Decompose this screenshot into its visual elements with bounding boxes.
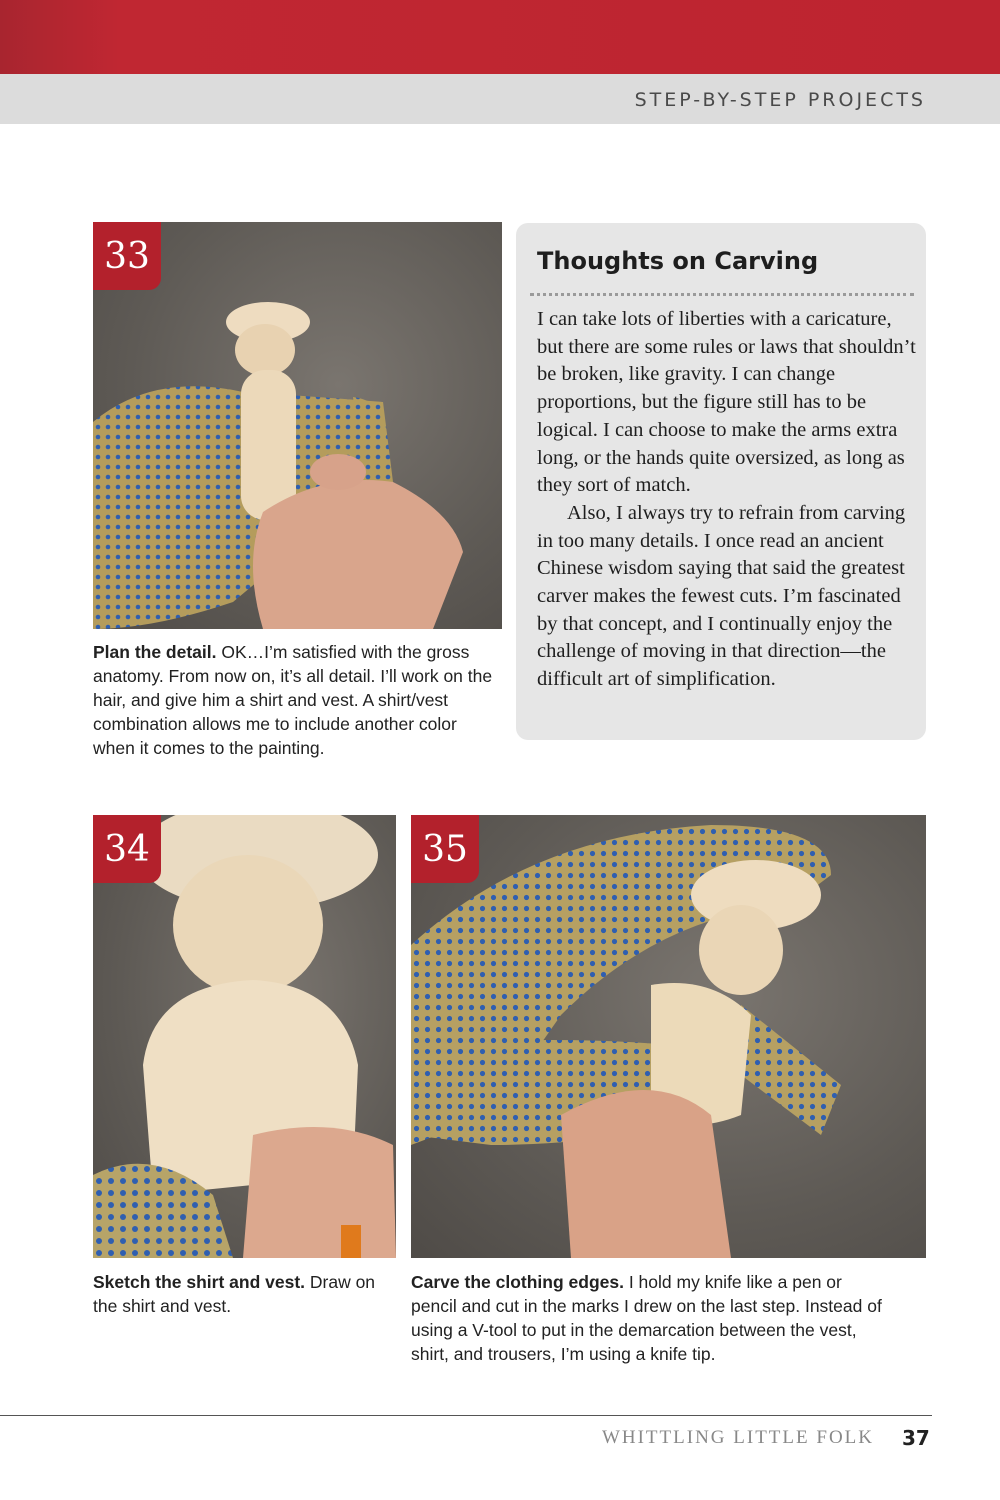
header-band (0, 0, 1000, 74)
step-34-text: Draw on the shirt and vest. (93, 1272, 376, 1316)
step-34-lead: Sketch the shirt and vest. (93, 1272, 306, 1292)
step-33-lead: Plan the detail. (93, 642, 217, 662)
step-35-caption (411, 1270, 886, 1366)
section-bar (0, 74, 1000, 124)
step-33-badge: 33 (93, 222, 161, 290)
step-34-badge: 34 (93, 815, 161, 883)
section-label: STEP-BY-STEP PROJECTS (634, 89, 926, 111)
thoughts-sidebar (516, 223, 926, 740)
step-34-caption (93, 1270, 393, 1318)
footer-book-title: WHITTLING LITTLE FOLK (601, 1427, 874, 1448)
step-33-text: OK…I’m satisfied with the gross anatomy. From now on, it’s all detail. I’ll work on the hair, and give him a shirt and vest. A shirt/vest combination allows me to include another color when it comes to the painting. (93, 642, 493, 758)
step-35-badge: 35 (411, 815, 479, 883)
step-33-photo (93, 222, 502, 629)
step-35-illustration (411, 815, 926, 1258)
sidebar-paragraph-1: I can take lots of liberties with a caricature, but there are some rules or laws that shouldn’t be broken, like gravity. I can change proportions, but the figure still has to be logical. I can choose to make the arms extra long, or the hands quite oversized, as long as they sort of match. (537, 308, 916, 497)
step-33-caption (93, 640, 493, 760)
page-number: 37 (902, 1426, 930, 1450)
step-35-lead: Carve the clothing edges. (411, 1272, 624, 1292)
step-35-text: I hold my knife like a pen or pencil and cut in the marks I drew on the last step. Instead of using a V-tool to put in the demarcation between the vest, shirt, and trousers, I’m using a knife tip. (411, 1272, 882, 1364)
sidebar-title: Thoughts on Carving (537, 247, 819, 275)
sidebar-divider (530, 293, 914, 296)
step-35-photo (411, 815, 926, 1258)
footer-rule (0, 1415, 932, 1416)
sidebar-paragraph-2: Also, I always try to refrain from carving in too many details. I once read an ancient Chinese wisdom saying that said the greatest carver makes the fewest cuts. I’m fascinated by that concept, and I continually enjoy the challenge of moving in that direction—the difficult art of simplification. (537, 501, 906, 691)
sidebar-body (537, 306, 917, 694)
step-34-photo (93, 815, 396, 1258)
